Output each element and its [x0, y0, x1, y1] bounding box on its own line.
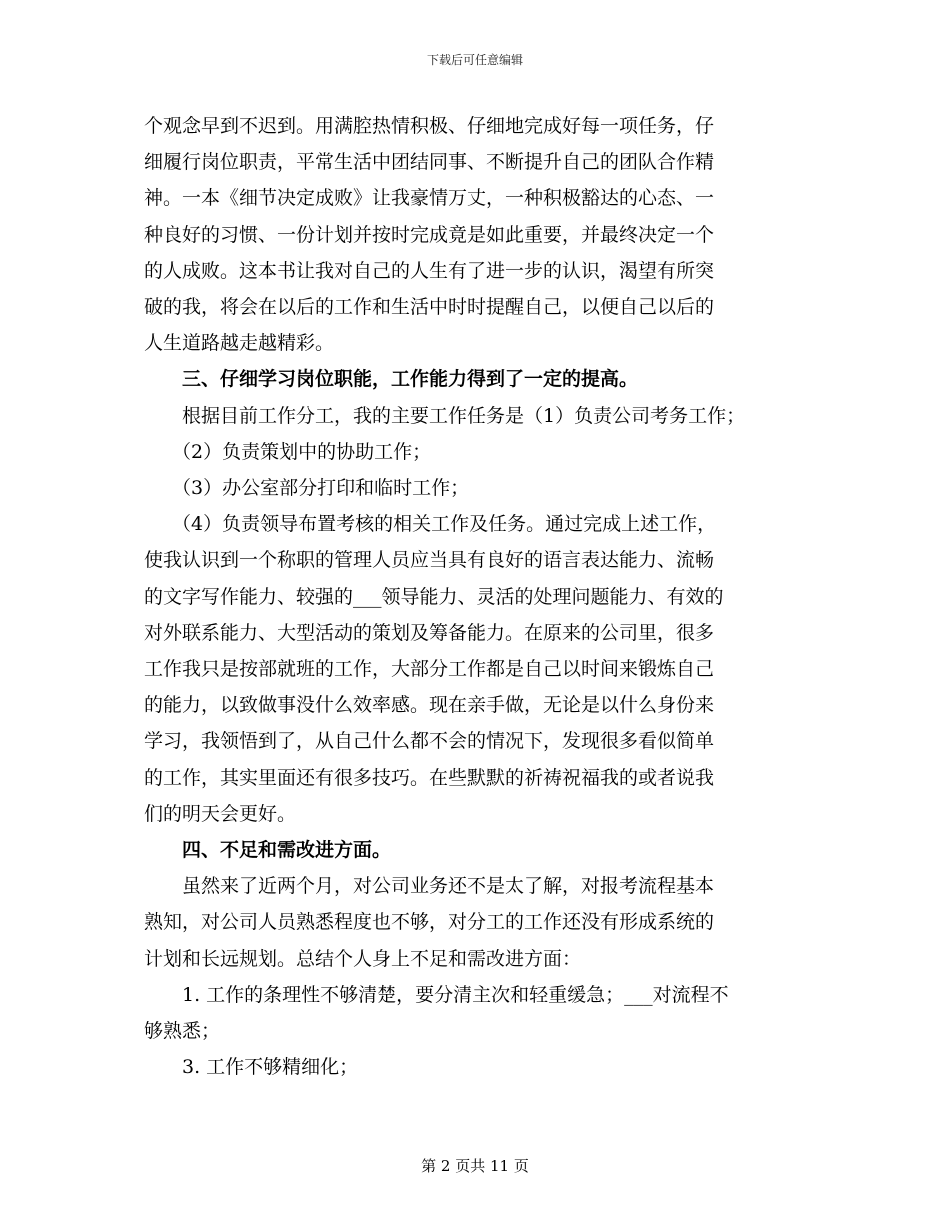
- paragraph-line: 工作我只是按部就班的工作，大部分工作都是自己以时间来锻炼自己: [144, 658, 715, 681]
- list-item: （2）负责策划中的协助工作；: [172, 440, 432, 463]
- paragraph-line: 人生道路越走越精彩。: [144, 332, 335, 355]
- paragraph-line: 们的明天会更好。: [144, 802, 297, 825]
- paragraph-line: 3. 工作不够精细化；: [182, 1056, 359, 1079]
- paragraph-line: 虽然来了近两个月，对公司业务还不是太了解，对报考流程基本: [182, 875, 715, 898]
- paragraph-line: 个观念早到不迟到。用满腔热情积极、仔细地完成好每一项任务，仔: [144, 115, 715, 137]
- page-footer: 第 2 页共 11 页: [421, 1157, 529, 1175]
- paragraph-line: 学习，我领悟到了，从自己什么都不会的情况下，发现很多看似简单: [144, 730, 715, 753]
- paragraph-line: 熟知，对公司人员熟悉程度也不够，对分工的工作还没有形成系统的: [144, 911, 715, 934]
- paragraph-line: 神。一本《细节决定成败》让我豪情万丈，一种积极豁达的心态、一: [144, 187, 715, 210]
- paragraph-line: 使我认识到一个称职的管理人员应当具有良好的语言表达能力、流畅: [144, 549, 715, 572]
- list-item: （3）办公室部分打印和临时工作；: [172, 477, 470, 500]
- paragraph-line: 破的我，将会在以后的工作和生活中时时提醒自己，以便自己以后的: [144, 296, 715, 319]
- paragraph-line: 对外联系能力、大型活动的策划及筹备能力。在原来的公司里，很多: [144, 621, 715, 644]
- paragraph-line: 够熟悉；: [144, 1020, 221, 1043]
- paragraph-line: 的能力，以致做事没什么效率感。现在亲手做，无论是以什么身份来: [144, 694, 715, 717]
- document-body: [144, 108, 816, 1085]
- section-heading: 四、不足和需改进方面。: [182, 839, 392, 862]
- paragraph-line: 的人成败。这本书让我对自己的人生有了进一步的认识，渴望有所突: [144, 259, 715, 282]
- paragraph-line: 根据目前工作分工，我的主要工作任务是（1）负责公司考务工作；: [182, 404, 746, 427]
- paragraph-line: 计划和长远规划。总结个人身上不足和需改进方面：: [144, 947, 582, 970]
- page-header: 下载后可任意编辑: [426, 53, 523, 67]
- paragraph-line: 的工作，其实里面还有很多技巧。在些默默的祈祷祝福我的或者说我: [144, 766, 715, 789]
- paragraph-line: 种良好的习惯、一份计划并按时完成竟是如此重要，并最终决定一个: [144, 223, 715, 246]
- paragraph-line: 细履行岗位职责，平常生活中团结同事、不断提升自己的团队合作精: [144, 151, 715, 174]
- section-heading: 三、仔细学习岗位职能，工作能力得到了一定的提高。: [182, 368, 639, 391]
- paragraph-line: 的文字写作能力、较强的___领导能力、灵活的处理问题能力、有效的: [144, 585, 724, 608]
- list-item: （4）负责领导布置考核的相关工作及任务。通过完成上述工作，: [172, 513, 717, 536]
- paragraph-line: 1. 工作的条理性不够清楚，要分清主次和轻重缓急；___对流程不: [182, 983, 729, 1006]
